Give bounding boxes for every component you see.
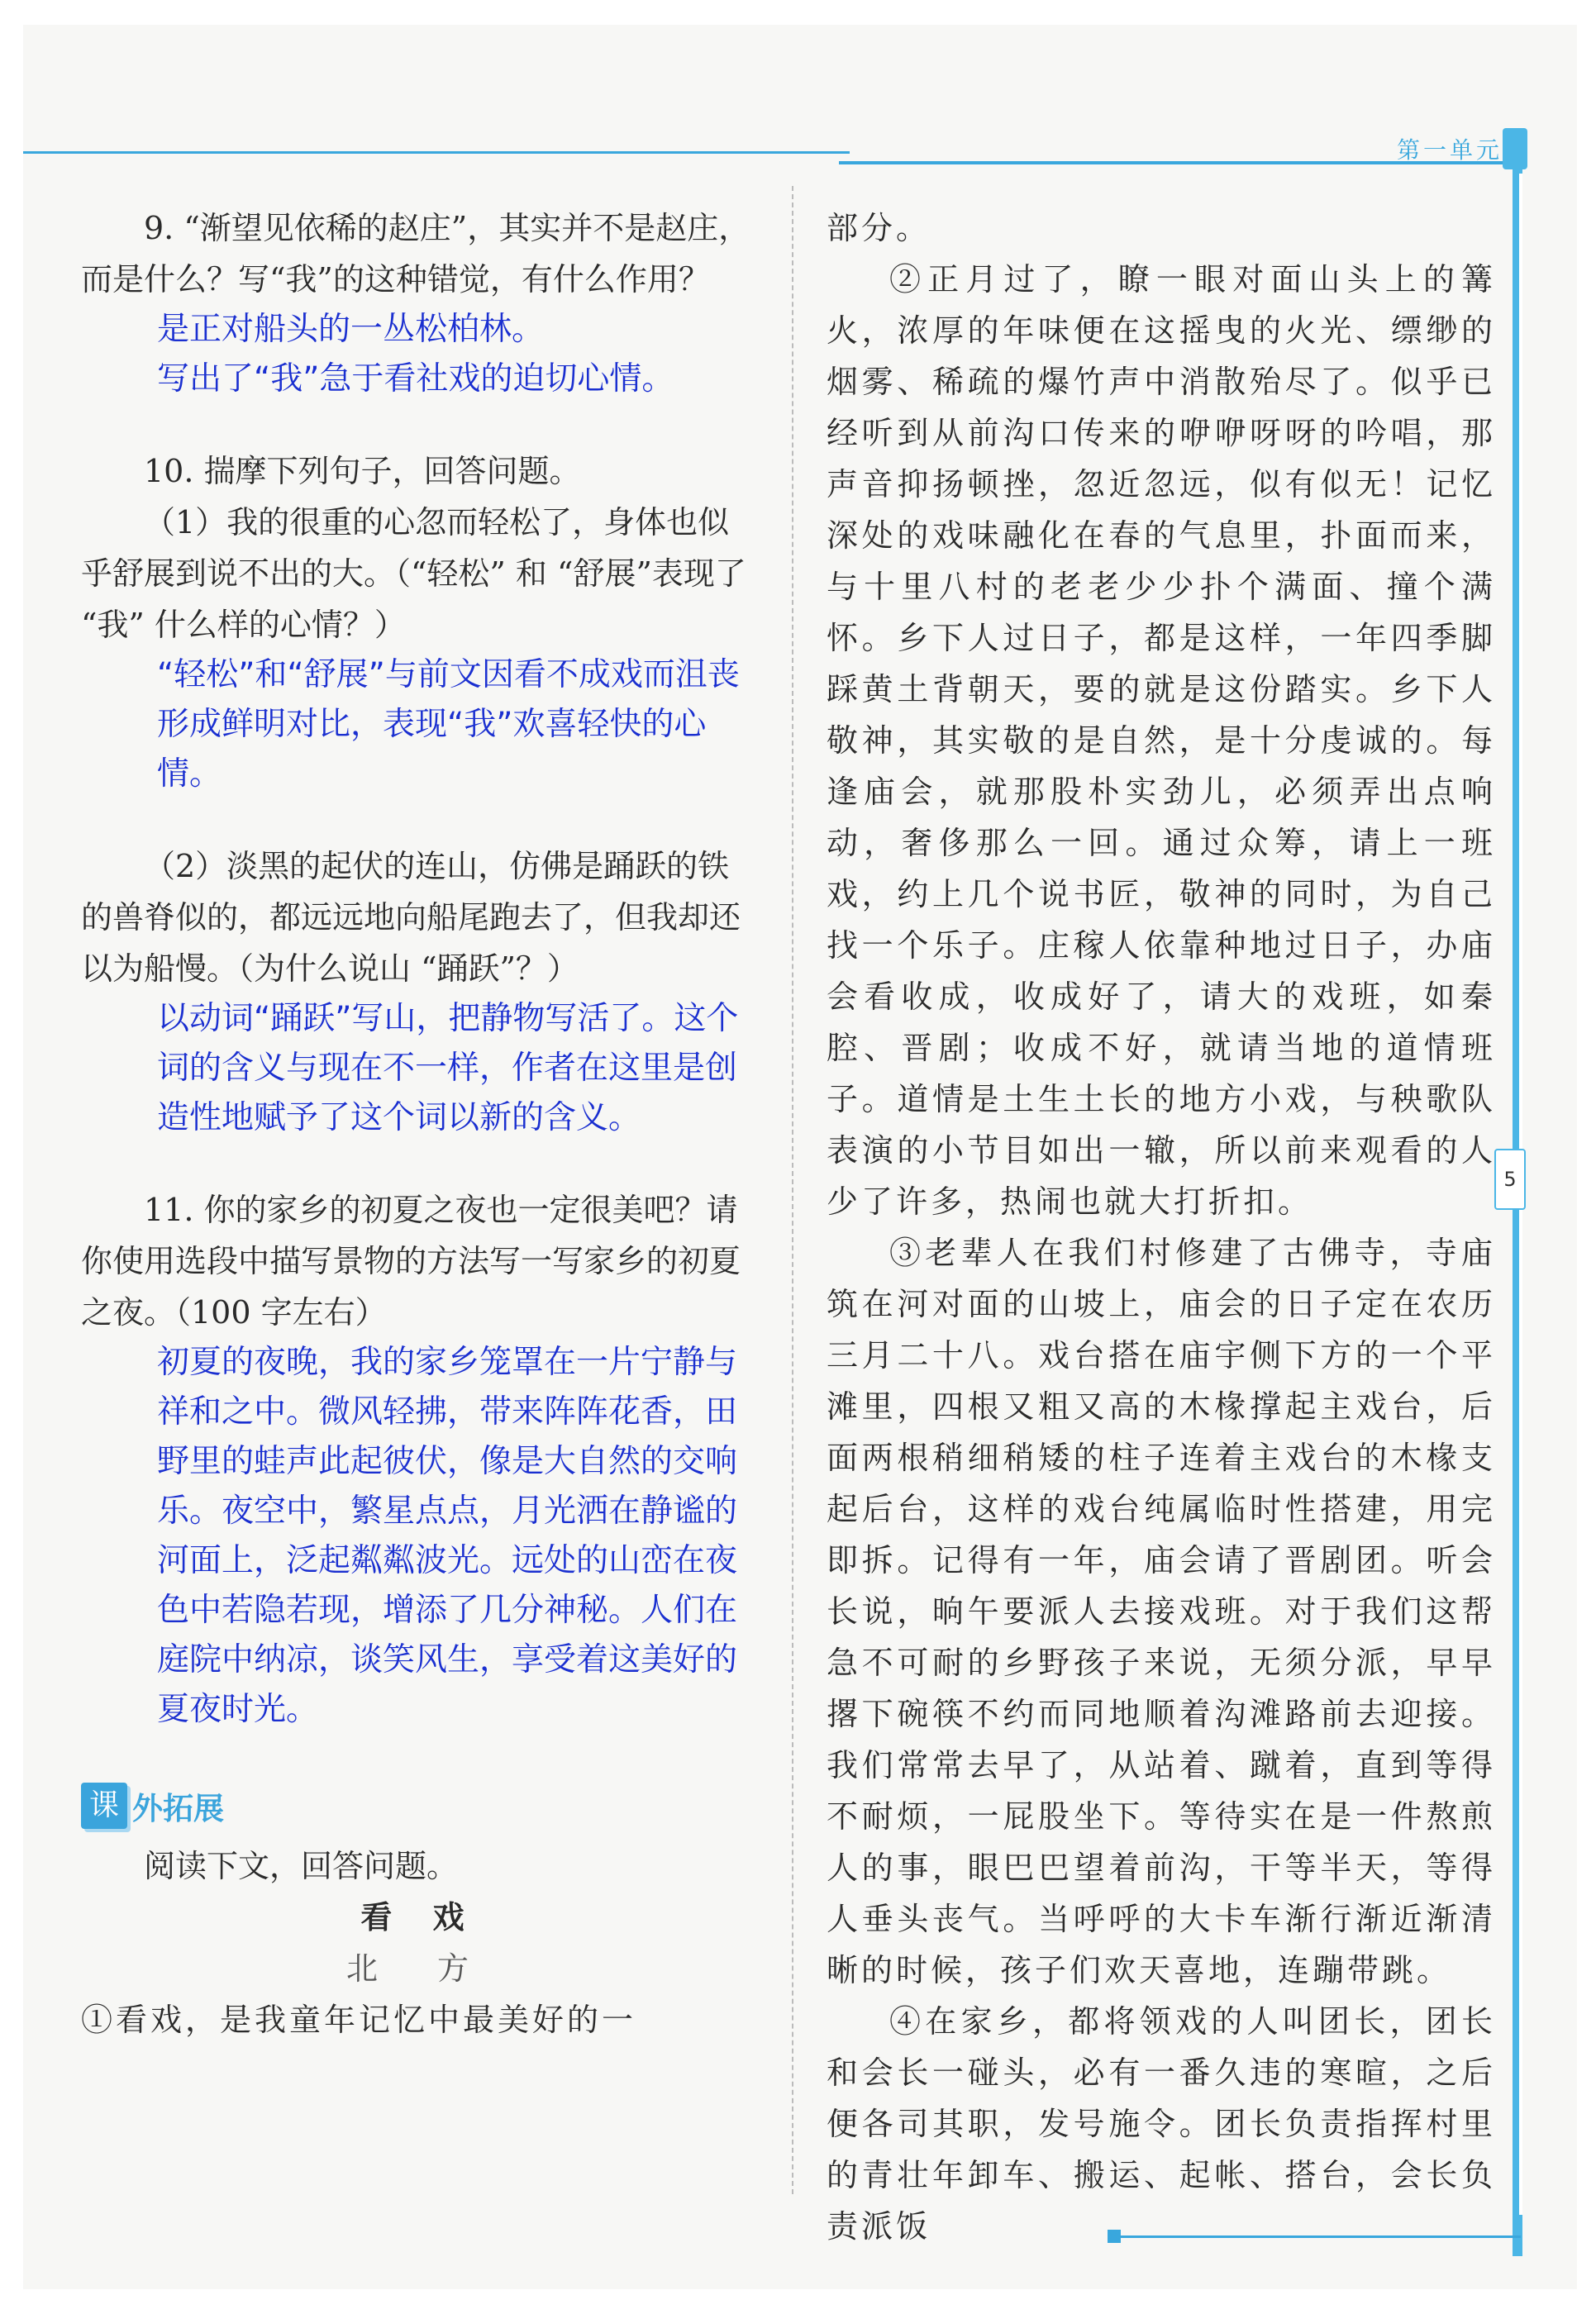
reading-instruction: 阅读下文，回答问题。 <box>144 1848 459 1884</box>
page-number: 5 <box>1494 1149 1526 1210</box>
left-column <box>81 202 759 2045</box>
section-heading <box>81 1783 759 1829</box>
essay-paragraph-4: ④在家乡，都将领戏的人叫团长，团长和会长一碰头，必有一番久违的寒暄，之后便各司其职，发号施令。团长负责指挥村里的青壮年卸车、搬运、起帐、搭台，会长负责派饭 <box>827 2003 1496 2245</box>
answer-11: 初夏的夜晚，我的家乡笼罩在一片宁静与祥和之中。微风轻拂，带来阵阵花香，田野里的蛙声此起彼伏，像是大自然的交响乐。夜空中，繁星点点，月光洒在静谧的河面上，泛起粼粼波光。远处的山峦在夜色中若隐若现，增添了几分神秘。人们在庭院中纳凉，谈笑风生，享受着这美好的夏夜时光。 <box>157 1344 738 1728</box>
section-title: 外拓展 <box>132 1791 224 1826</box>
essay-paragraph-2: ②正月过了，瞭一眼对面山头上的篝火，浓厚的年味便在这摇曳的火光、缥缈的烟雾、稀疏的爆竹声中消散殆尽了。似乎已经听到从前沟口传来的咿咿呀呀的吟唱，那声音抑扬顿挫，忽近忽远，似有似无！记忆深处的戏味融化在春的气息里，扑面而来，与十里八村的老老少少扑个满面、撞个满怀。乡下人过日子，都是这样，一年四季脚踩黄土背朝天，要的就是这份踏实。乡下人敬神，其实敬的是自然，是十分虔诚的。每逢庙会，就那股朴实劲儿，必须弄出点响动，奢侈那么一回。通过众筹，请上一班戏，约上几个说书匠，敬神的同时，为自己找一个乐子。庄稼人依靠种地过日子，办庙会看收成，收成好了，请大的戏班，如秦腔、晋剧；收成不好，就请当地的道情班子。道情是土生土长的地方小戏，与秧歌队表演的小节目如出一辙，所以前来观看的人少了许多，热闹也就大打折扣。 <box>827 261 1496 1220</box>
essay-author: 北 方 <box>345 1950 494 1987</box>
section-badge: 课 <box>81 1783 127 1829</box>
header-rule <box>23 151 850 154</box>
essay-title: 看 戏 <box>360 1898 479 1935</box>
answer-10-2: 以动词“踊跃”写山，把静物写活了。这个词的含义与现在不一样，作者在这里是创造性地赋予了这个词以新的含义。 <box>157 1000 739 1136</box>
essay-paragraph-3: ③老辈人在我们村修建了古佛寺，寺庙筑在河对面的山坡上，庙会的日子定在农历三月二十八。戏台搭在庙宇侧下方的一个平滩里，四根又粗又高的木椽撑起主戏台，后面两根稍细稍矮的柱子连着主戏台的木椽支起后台，这样的戏台纯属临时性搭建，用完即拆。记得有一年，庙会请了晋剧团。听会长说，晌午要派人去接戏班。对于我们这帮急不可耐的乡野孩子来说，无须分派，早早撂下碗筷不约而同地顺着沟滩路前去迎接。我们常常去早了，从站着、蹴着，直到等得不耐烦，一屁股坐下。等待实在是一件熬煎人的事，眼巴巴望着前沟，干等半天，等得人垂头丧气。当呼呼的大卡车渐行渐近渐清晰的时候，孩子们欢天喜地，连蹦带跳。 <box>827 1235 1496 1988</box>
question-10: 10. 揣摩下列句子，回答问题。 <box>144 453 581 489</box>
essay-paragraph-1-end: 部分。 <box>827 210 931 246</box>
unit-label: 第一单元 <box>1397 136 1503 164</box>
answer-10-1: “轻松”和“舒展”与前文因看不成戏而沮丧形成鲜明对比，表现“我”欢喜轻快的心情。 <box>157 656 740 793</box>
question-10-1: （1）我的很重的心忽而轻松了，身体也似乎舒展到说不出的大。（“轻松” 和 “舒展”表现了 “我” 什么样的心情？） <box>81 504 746 643</box>
essay-paragraph-1-start: ①看戏，是我童年记忆中最美好的一 <box>81 2002 637 2038</box>
answer-9-line-1: 是正对船头的一丛松柏林。 <box>157 311 545 348</box>
question-9: 9. “渐望见依稀的赵庄”，其实并不是赵庄，而是什么？写“我”的这种错觉，有什么作用？ <box>81 210 750 298</box>
question-10-2: （2）淡黑的起伏的连山，仿佛是踊跃的铁的兽脊似的，都远远地向船尾跑去了，但我却还以为船慢。（为什么说山 “踊跃”？） <box>81 848 741 987</box>
question-11: 11. 你的家乡的初夏之夜也一定很美吧？请你使用选段中描写景物的方法写一写家乡的初夏之夜。（100 字左右） <box>81 1192 741 1331</box>
column-divider <box>792 186 793 2194</box>
answer-9-line-2: 写出了“我”急于看社戏的迫切心情。 <box>157 360 674 398</box>
right-column <box>827 202 1496 2252</box>
